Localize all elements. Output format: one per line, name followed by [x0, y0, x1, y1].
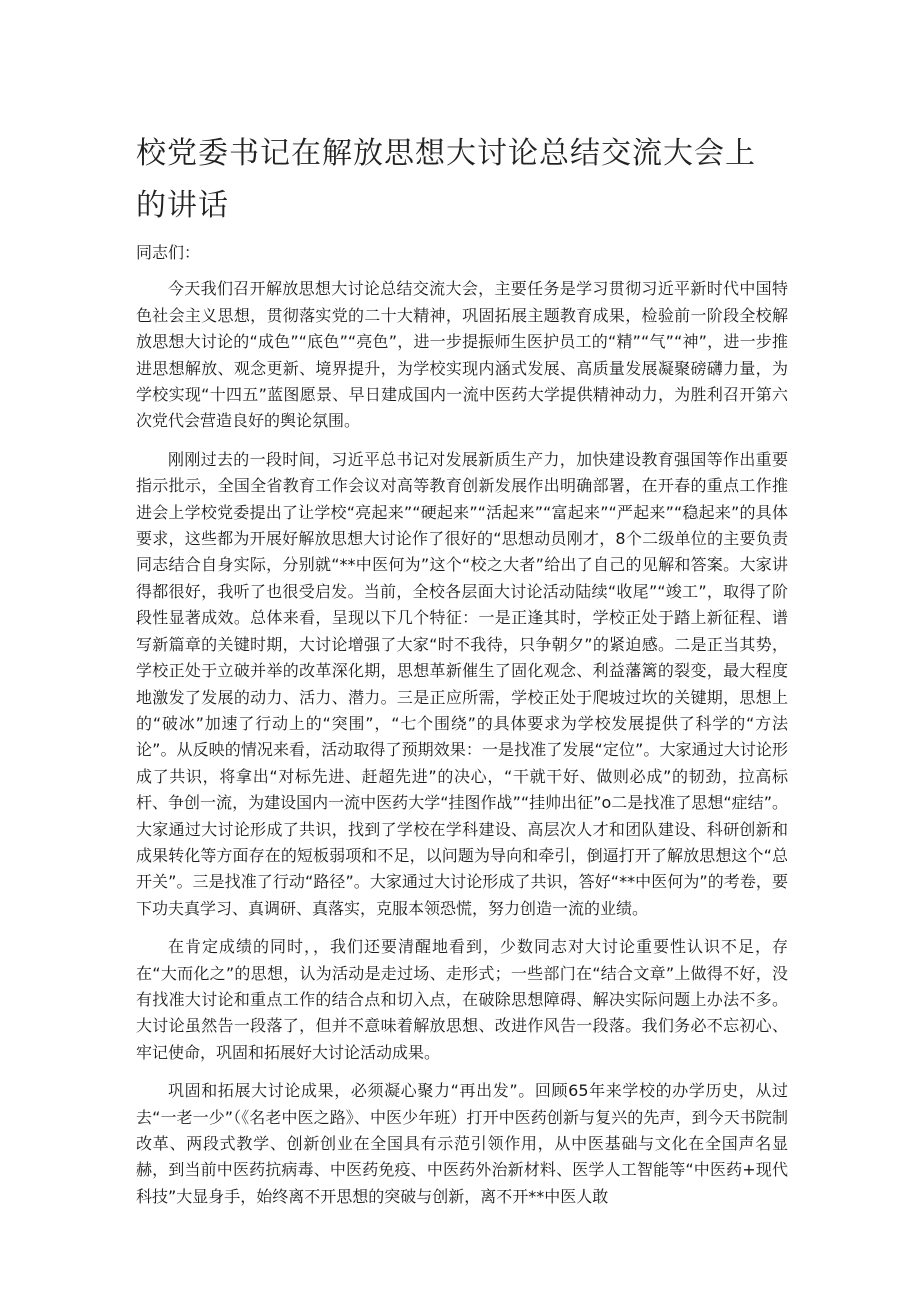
document-body [136, 240, 788, 1222]
document-title: 校党委书记在解放思想大讨论总结交流大会上的讲话 [136, 136, 756, 223]
paragraph-3: 在肯定成绩的同时，，我们还要清醒地看到，少数同志对大讨论重要性认识不足，存在“大而化之”的思想，认为活动是走过场、走形式；一些部门在“结合文章”上做得不好，没有找准大讨论和重点工作的结合点和切入点，在破除思想障碍、解决实际问题上办法不多。大讨论虽然告一段落了，但并不意味着解放思想、改进作风告一段落。我们务必不忘初心、牢记使命，巩固和拓展好大讨论活动成果。 [136, 937, 788, 1062]
paragraph-4: 巩固和拓展大讨论成果，必须凝心聚力“再出发”。回顾65年来学校的办学历史，从过去“一老一少”（《名老中医之路》、中医少年班）打开中医药创新与复兴的先声，到今天书院制改革、两段式教学、创新创业在全国具有示范引领作用，从中医基础与文化在全国声名显赫，到当前中医药抗病毒、中医药免疫、中医药外治新材料、医学人工智能等“中医药+现代科技”大显身手，始终离不开思想的突破与创新，离不开**中医人敢 [136, 1081, 788, 1206]
salutation: 同志们： [136, 243, 201, 262]
paragraph-1: 今天我们召开解放思想大讨论总结交流大会，主要任务是学习贯彻习近平新时代中国特色社会主义思想，贯彻落实党的二十大精神，巩固拓展主题教育成果，检验前一阶段全校解放思想大讨论的“成色”“底色”“亮色”，进一步提振师生医护员工的“精”“气”“神”，进一步推进思想解放、观念更新、境界提升，为学校实现内涵式发展、高质量发展凝聚磅礴力量，为学校实现“十四五”蓝图愿景、早日建成国内一流中医药大学提供精神动力，为胜利召开第六次党代会营造良好的舆论氛围。 [136, 279, 788, 431]
paragraph-2: 刚刚过去的一段时间，习近平总书记对发展新质生产力，加快建设教育强国等作出重要指示批示，全国全省教育工作会议对高等教育创新发展作出明确部署，在开春的重点工作推进会上学校党委提出了让学校“亮起来”“硬起来”“活起来”“富起来”“严起来”“稳起来”的具体要求，这些都为开展好解放思想大讨论作了很好的“思想动员刚才，8个二级单位的主要负责同志结合自身实际，分别就“**中医何为”这个“校之大者”给出了自己的见解和答案。大家讲得都很好，我听了也很受启发。当前，全校各层面大讨论活动陆续“收尾”“竣工”，取得了阶段性显著成效。总体来看，呈现以下几个特征：一是正逢其时，学校正处于踏上新征程、谱写新篇章的关键时期，大讨论增强了大家“时不我待，只争朝夕”的紧迫感。二是正当其势，学校正处于立破并举的改革深化期，思想革新催生了固化观念、利益藩篱的裂变，最大程度地激发了发展的动力、活力、潜力。三是正应所需，学校正处于爬坡过坎的关键期，思想上的“破冰”加速了行动上的“突围”，“七个围绕”的具体要求为学校发展提供了科学的“方法论”。从反映的情况来看，活动取得了预期效果：一是找准了发展“定位”。大家通过大讨论形成了共识，将拿出“对标先进、赶超先进”的决心，“干就干好、做则必成”的韧劲，拉高标杆、争创一流，为建设国内一流中医药大学“挂图作战”“挂帅出征”o二是找准了思想“症结”。大家通过大讨论形成了共识，找到了学校在学科建设、高层次人才和团队建设、科研创新和成果转化等方面存在的短板弱项和不足，以问题为导向和牵引，倒逼打开了解放思想这个“总开关”。三是找准了行动“路径”。大家通过大讨论形成了共识，答好“**中医何为”的考卷，要下功夫真学习、真调研、真落实，克服本领恐慌，努力创造一流的业绩。 [136, 449, 788, 918]
